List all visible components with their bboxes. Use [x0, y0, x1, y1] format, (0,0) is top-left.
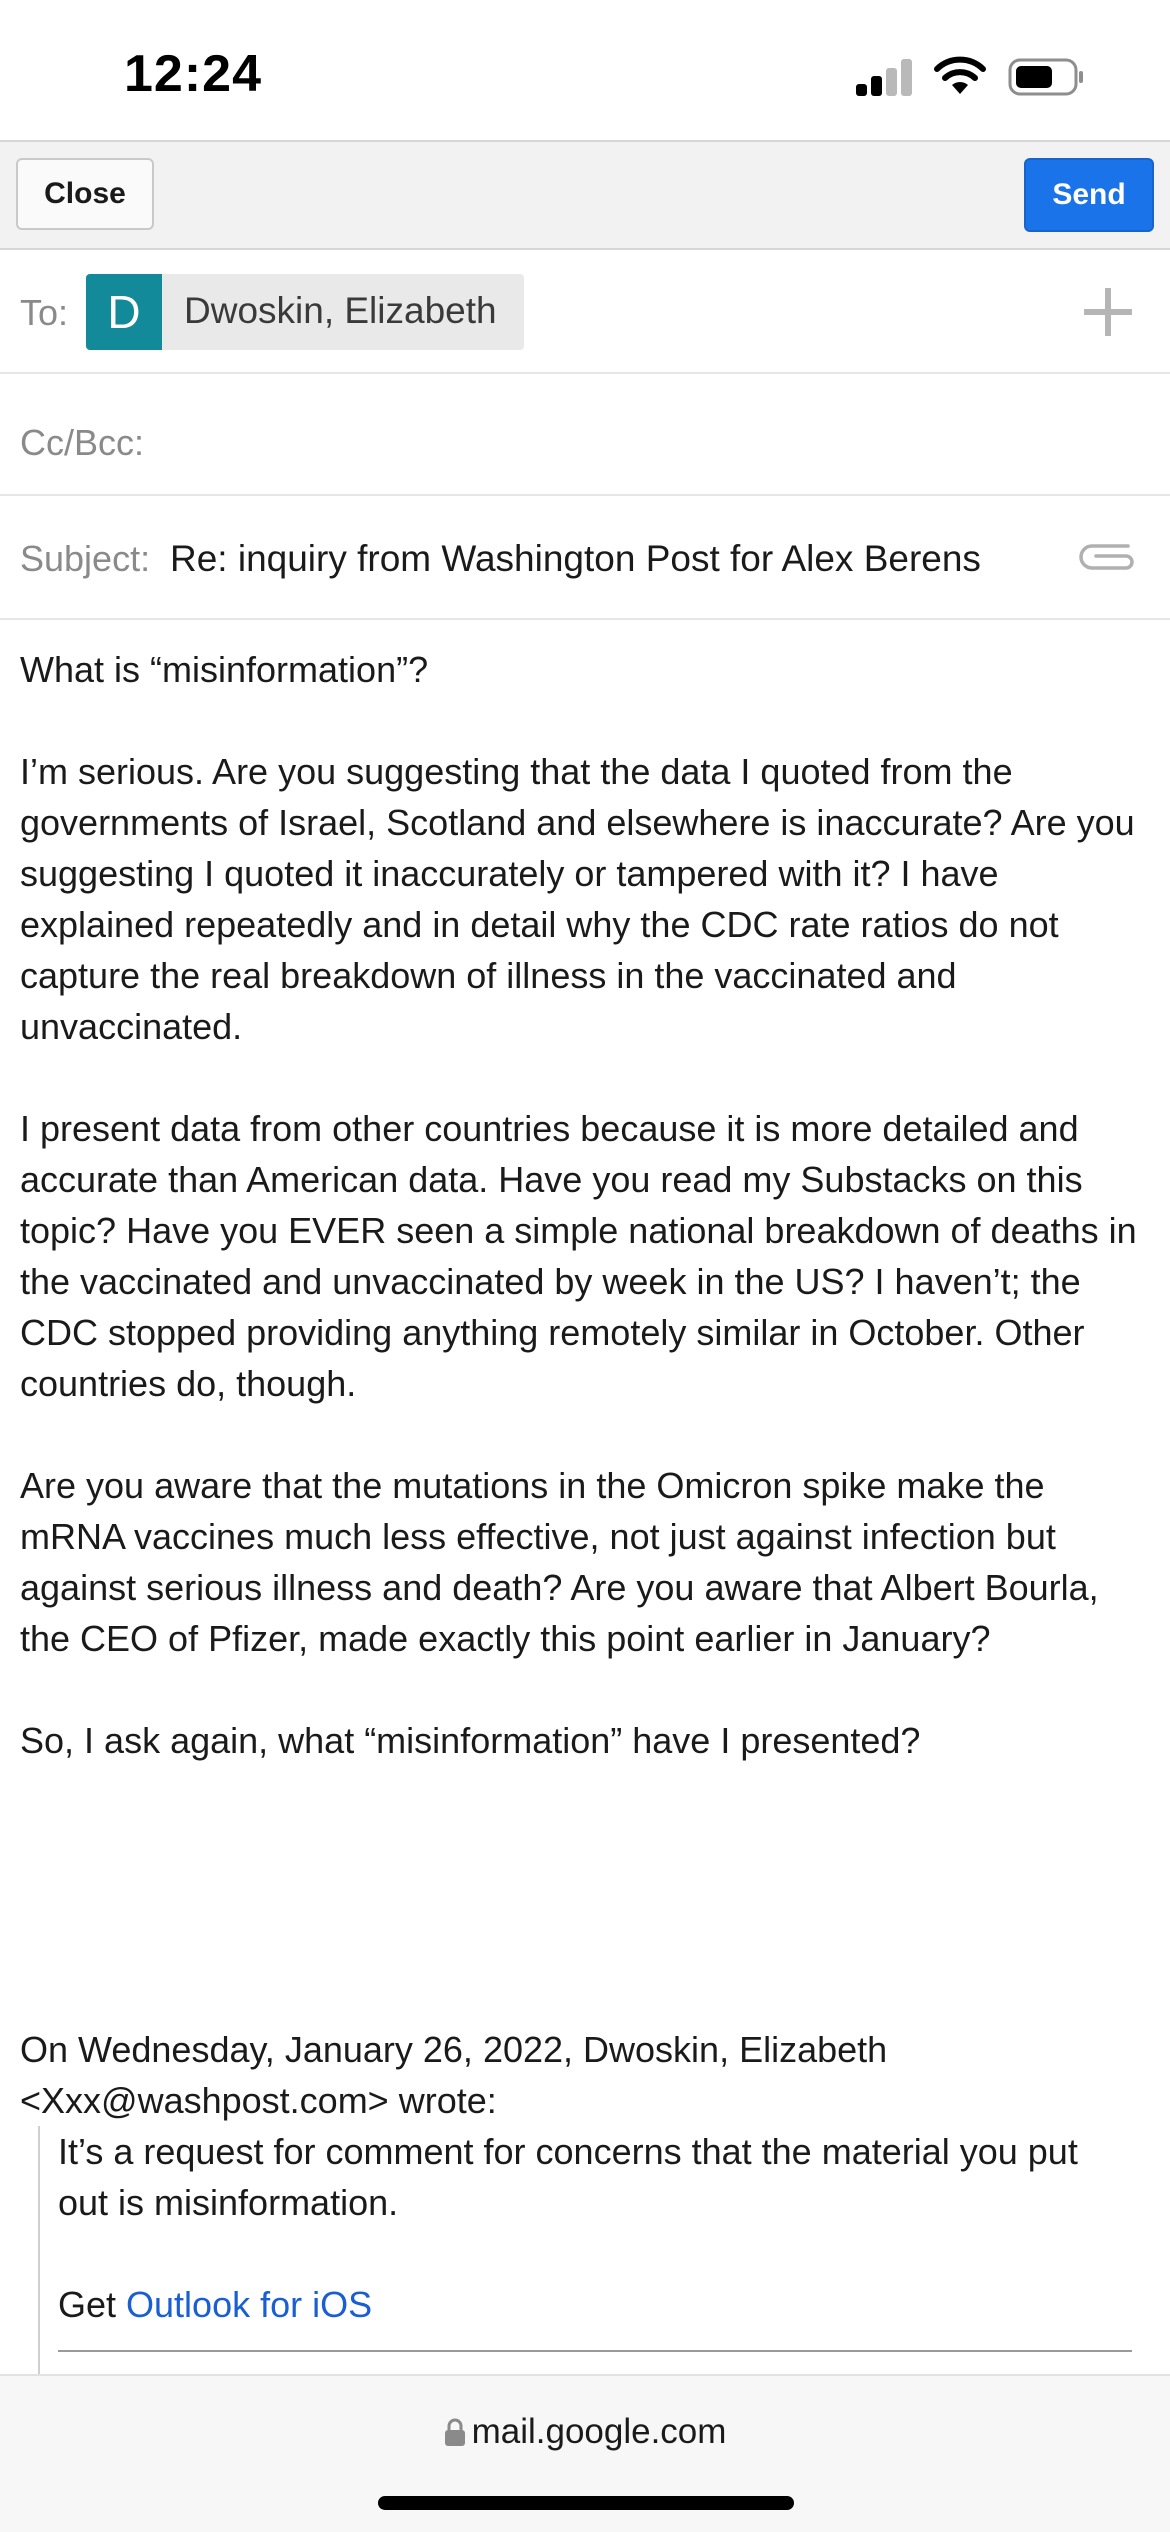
status-bar — [0, 0, 1170, 140]
subject-label: Subject: — [20, 538, 151, 579]
outlook-signature — [58, 2279, 1132, 2330]
url-text: mail.google.com — [471, 2412, 727, 2451]
recipient-chip[interactable] — [86, 274, 524, 350]
cc-bcc-label: Cc/Bcc: — [20, 422, 145, 463]
status-time: 12:24 — [124, 45, 262, 103]
recipient-name: Dwoskin, Elizabeth — [184, 290, 497, 331]
home-indicator[interactable] — [378, 2496, 794, 2510]
cellular-signal-icon — [856, 58, 914, 96]
url-display[interactable] — [0, 2412, 1170, 2452]
quote-attribution-line: On Wednesday, January 26, 2022, Dwoskin, Elizabeth — [20, 2029, 888, 2070]
close-button[interactable]: Close — [16, 158, 154, 230]
subject-row — [0, 496, 1170, 620]
signature-prefix: Get — [58, 2284, 127, 2325]
lock-icon — [444, 2417, 466, 2447]
to-label: To: — [20, 292, 69, 333]
subject-input[interactable]: Re: inquiry from Washington Post for Alex Berens — [170, 538, 981, 579]
cc-bcc-row[interactable] — [0, 374, 1170, 496]
body-paragraph: I present data from other countries because it is more detailed and accurate than American data. Have you read my Substacks on this topic? Have you EVER seen a simple national breakdown of deaths in the vaccinated and unvaccinated by week in the US? I haven’t; the CDC stopped providing anything remotely similar in October. Other countries do, though. — [20, 1108, 1137, 1404]
body-paragraph: I’m serious. Are you suggesting that the data I quoted from the governments of Israel, Scotland and elsewhere is inaccurate? Are you suggesting I quoted it inaccurately or tampered with it? I have explained repeatedly and in detail why the CDC rate ratios do not capture the real breakdown of illness in the vaccinated and unvaccinated. — [20, 751, 1135, 1047]
quote-attribution — [20, 2024, 1156, 2126]
wifi-icon — [934, 56, 986, 96]
body-paragraph: So, I ask again, what “misinformation” have I presented? — [20, 1720, 921, 1761]
compose-toolbar — [0, 140, 1170, 250]
quoted-message — [38, 2126, 1132, 2376]
send-button[interactable]: Send — [1024, 158, 1154, 232]
paperclip-icon[interactable] — [1076, 536, 1140, 580]
plus-icon[interactable] — [1082, 286, 1134, 338]
avatar: D — [86, 274, 162, 350]
body-paragraph: Are you aware that the mutations in the Omicron spike make the mRNA vaccines much less effective, not just against infection but against serious illness and death? Are you aware that Albert Bourla, the CEO of Pfizer, made exactly this point earlier in January? — [20, 1465, 1099, 1659]
to-row — [0, 250, 1170, 374]
battery-icon — [1008, 58, 1084, 96]
signature-divider — [58, 2350, 1132, 2352]
quote-attribution-email: <Xxx@washpost.com> wrote: — [20, 2080, 497, 2121]
outlook-for-ios-link[interactable]: Outlook for iOS — [126, 2284, 373, 2325]
body-paragraph: What is “misinformation”? — [20, 649, 429, 690]
quoted-text: It’s a request for comment for concerns that the material you put out is misinformation. — [58, 2131, 1078, 2223]
email-body[interactable] — [20, 644, 1156, 1817]
browser-address-bar — [0, 2374, 1170, 2532]
